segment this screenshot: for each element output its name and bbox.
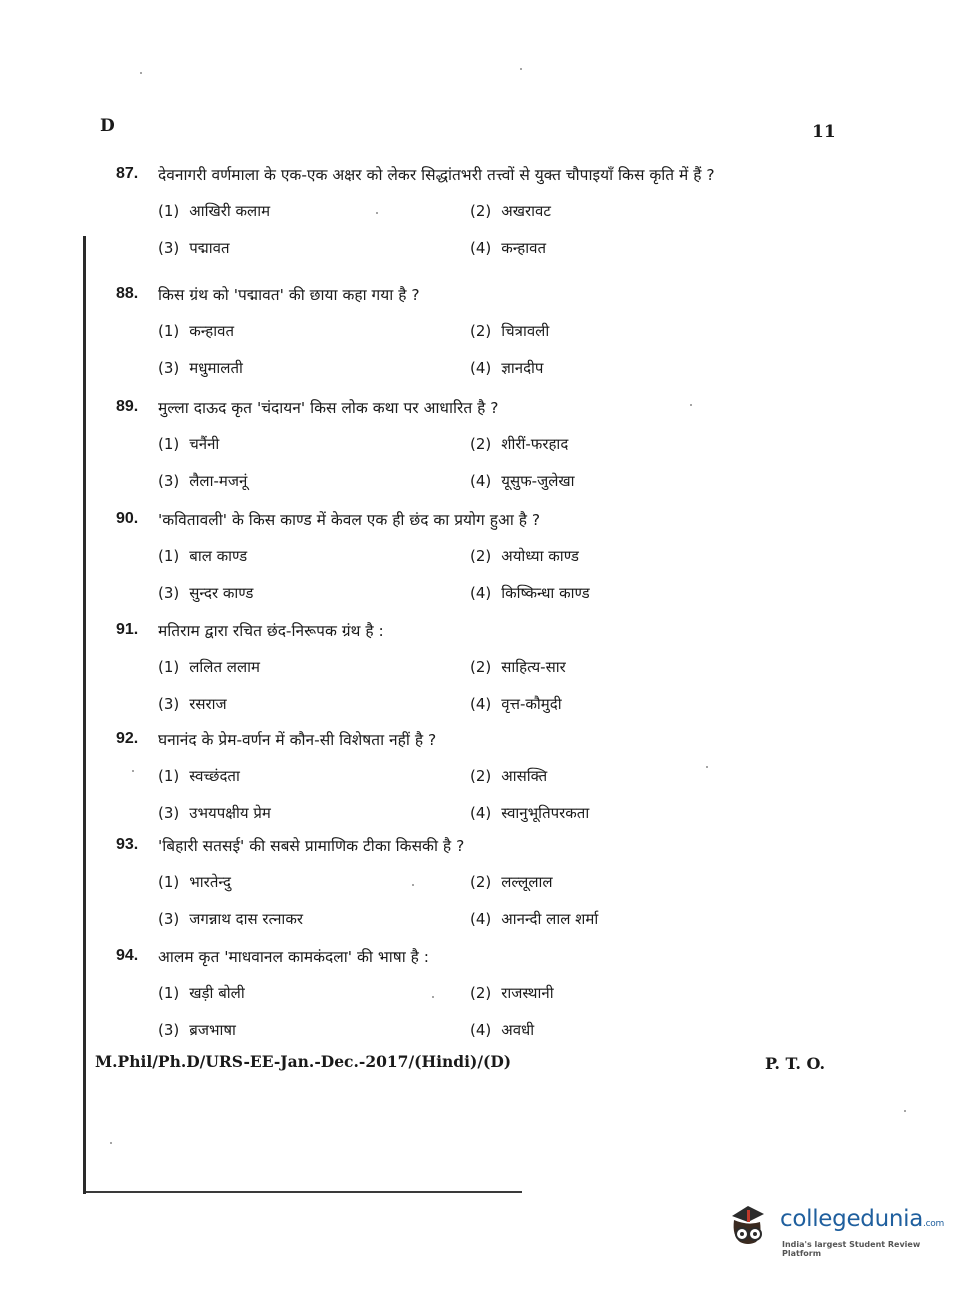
option-2 [470, 546, 579, 566]
option-3 [158, 694, 227, 714]
option-1 [158, 546, 247, 566]
question-number: 88. [116, 285, 139, 302]
option-text: लल्लूलाल [501, 873, 553, 891]
question-number: 92. [116, 730, 139, 747]
option-text: आसक्ति [501, 767, 548, 785]
question-number: 94. [116, 947, 139, 964]
option-number: (3) [158, 584, 180, 602]
option-text: अयोध्या काण्ड [501, 547, 579, 565]
question-text: देवनागरी वर्णमाला के एक-एक अक्षर को लेकर सिद्धांतभरी तत्त्वों से युक्त चौपाइयाँ किस कृति में हैं ? [158, 166, 715, 184]
option-number: (3) [158, 804, 180, 822]
option-text: आखिरी कलाम [189, 202, 271, 220]
option-number: (1) [158, 984, 180, 1002]
option-number: (2) [470, 873, 492, 891]
collegedunia-logo [718, 1196, 948, 1260]
option-number: (1) [158, 547, 180, 565]
scan-speck [132, 770, 134, 772]
option-text: ललित ललाम [189, 658, 260, 676]
scan-speck [904, 1110, 906, 1112]
option-number: (1) [158, 767, 180, 785]
option-text: अखरावट [501, 202, 551, 220]
question-94 [0, 947, 980, 1059]
option-3 [158, 238, 230, 258]
option-text: चित्रावली [501, 322, 550, 340]
option-4 [470, 358, 543, 378]
option-text: कन्हावत [189, 322, 234, 340]
option-2 [470, 766, 547, 786]
scan-speck [140, 72, 142, 74]
option-number: (3) [158, 910, 180, 928]
option-2 [470, 434, 568, 454]
question-text: आलम कृत 'माधवानल कामकंदला' की भाषा है : [158, 948, 430, 966]
option-3 [158, 803, 271, 823]
option-number: (4) [470, 1021, 492, 1039]
option-1 [158, 766, 240, 786]
option-4 [470, 909, 598, 929]
pto-label: P. T. O. [765, 1054, 826, 1073]
option-text: खड़ी बोली [189, 984, 245, 1002]
option-number: (2) [470, 547, 492, 565]
bottom-rule [86, 1191, 522, 1193]
option-text: स्वानुभूतिपरकता [501, 804, 590, 822]
option-4 [470, 583, 590, 603]
option-text: अवधी [501, 1021, 535, 1039]
option-text: मधुमालती [189, 359, 243, 377]
logo-wordmark [780, 1206, 944, 1232]
logo-tagline: India's largest Student Review Platform [782, 1240, 921, 1258]
option-number: (4) [470, 804, 492, 822]
option-text: आनन्दी लाल शर्मा [501, 910, 599, 928]
option-1 [158, 201, 270, 221]
option-number: (4) [470, 910, 492, 928]
option-number: (4) [470, 239, 492, 257]
question-text: किस ग्रंथ को 'पद्मावत' की छाया कहा गया है ? [158, 286, 420, 304]
option-2 [470, 657, 566, 677]
option-3 [158, 583, 253, 603]
option-1 [158, 872, 231, 892]
exam-code: M.Phil/Ph.D/URS-EE-Jan.-Dec.-2017/(Hindi)/(D) [95, 1052, 512, 1071]
option-number: (2) [470, 767, 492, 785]
question-number: 90. [116, 510, 139, 527]
question-text: मुल्ला दाऊद कृत 'चंदायन' किस लोक कथा पर आधारित है ? [158, 399, 499, 417]
option-3 [158, 358, 243, 378]
option-number: (2) [470, 435, 492, 453]
option-text: सुन्दर काण्ड [189, 584, 254, 602]
scan-speck [412, 884, 414, 886]
scan-speck [376, 212, 378, 214]
option-text: रसराज [189, 695, 227, 713]
option-text: बाल काण्ड [189, 547, 248, 565]
question-text: मतिराम द्वारा रचित छंद-निरूपक ग्रंथ है : [158, 622, 384, 640]
question-93 [0, 836, 980, 948]
option-number: (1) [158, 202, 180, 220]
option-number: (4) [470, 584, 492, 602]
option-number: (1) [158, 658, 180, 676]
question-text: 'बिहारी सतसई' की सबसे प्रामाणिक टीका किसकी है ? [158, 837, 465, 855]
question-text: 'कवितावली' के किस काण्ड में केवल एक ही छंद का प्रयोग हुआ है ? [158, 511, 541, 529]
student-mascot-icon [718, 1196, 776, 1254]
option-text: जगन्नाथ दास रत्नाकर [189, 910, 303, 928]
scan-speck [520, 68, 522, 70]
option-1 [158, 983, 245, 1003]
option-text: कन्हावत [501, 239, 546, 257]
question-number: 87. [116, 165, 139, 182]
option-text: ज्ञानदीप [501, 359, 544, 377]
option-number: (3) [158, 239, 180, 257]
scan-speck [690, 404, 692, 406]
question-number: 89. [116, 398, 139, 415]
page-number: 11 [812, 122, 836, 142]
option-4 [470, 803, 589, 823]
option-text: राजस्थानी [501, 984, 554, 1002]
scan-speck [432, 996, 434, 998]
option-number: (3) [158, 1021, 180, 1039]
option-text: उभयपक्षीय प्रेम [189, 804, 271, 822]
scan-speck [110, 1142, 112, 1144]
question-87 [0, 165, 980, 277]
option-number: (1) [158, 435, 180, 453]
option-number: (4) [470, 695, 492, 713]
option-text: ब्रजभाषा [189, 1021, 236, 1039]
option-number: (1) [158, 322, 180, 340]
option-number: (4) [470, 359, 492, 377]
option-number: (3) [158, 472, 180, 490]
option-text: चनैंनी [189, 435, 220, 453]
question-number: 93. [116, 836, 139, 853]
logo-tld: .com [923, 1219, 944, 1229]
option-number: (2) [470, 984, 492, 1002]
question-90 [0, 510, 980, 622]
option-number: (2) [470, 322, 492, 340]
question-text: घनानंद के प्रेम-वर्णन में कौन-सी विशेषता नहीं है ? [158, 731, 437, 749]
question-88 [0, 285, 980, 397]
option-number: (2) [470, 658, 492, 676]
option-text: किष्किन्धा काण्ड [501, 584, 590, 602]
question-92 [0, 730, 980, 842]
option-3 [158, 471, 247, 491]
option-text: पद्मावत [189, 239, 230, 257]
option-text: वृत्त-कौमुदी [501, 695, 562, 713]
series-code: D [100, 116, 115, 136]
option-text: लैला-मजनूं [189, 472, 248, 490]
option-3 [158, 1020, 236, 1040]
option-2 [470, 201, 551, 221]
option-number: (2) [470, 202, 492, 220]
option-text: स्वच्छंदता [189, 767, 240, 785]
option-text: यूसुफ-जुलेखा [501, 472, 575, 490]
scan-speck [706, 766, 708, 768]
option-number: (3) [158, 359, 180, 377]
logo-name: collegedunia [780, 1206, 924, 1232]
question-89 [0, 398, 980, 510]
option-1 [158, 321, 234, 341]
option-3 [158, 909, 303, 929]
option-4 [470, 471, 575, 491]
option-text: शीरीं-फरहाद [501, 435, 569, 453]
option-text: भारतेन्दु [189, 873, 231, 891]
option-2 [470, 872, 553, 892]
option-4 [470, 1020, 534, 1040]
question-91 [0, 621, 980, 733]
option-text: साहित्य-सार [501, 658, 566, 676]
option-number: (4) [470, 472, 492, 490]
question-number: 91. [116, 621, 139, 638]
option-2 [470, 321, 549, 341]
option-4 [470, 694, 562, 714]
option-1 [158, 434, 219, 454]
option-number: (3) [158, 695, 180, 713]
option-4 [470, 238, 546, 258]
option-2 [470, 983, 554, 1003]
option-number: (1) [158, 873, 180, 891]
option-1 [158, 657, 260, 677]
